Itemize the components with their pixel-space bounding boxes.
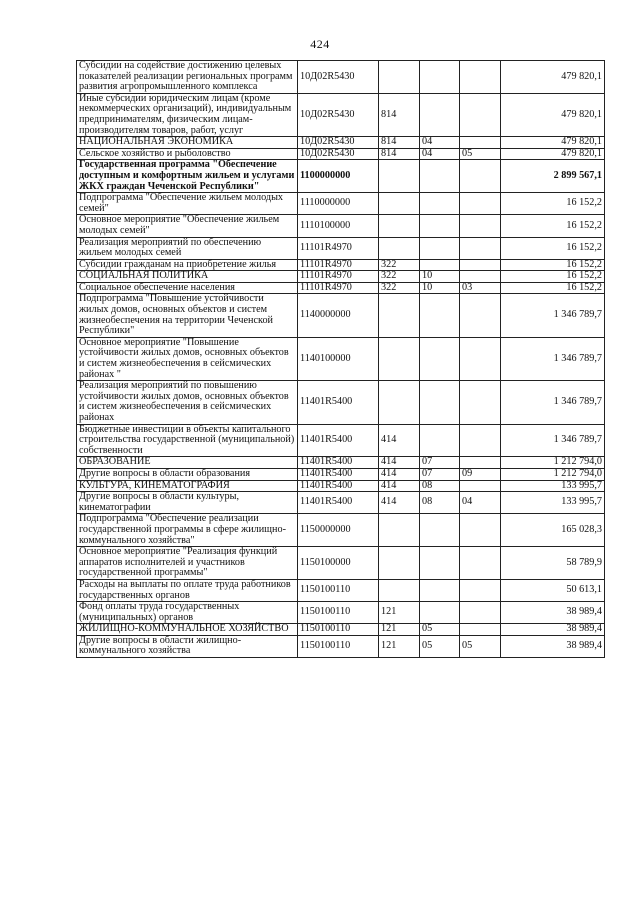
target-article-code-cell: 1110000000: [298, 193, 379, 215]
section-code-cell: 08: [420, 480, 460, 492]
subsection-code-cell: [460, 381, 501, 424]
target-article-code-cell: 1150000000: [298, 514, 379, 547]
row-name-cell: Расходы на выплаты по оплате труда работников государственных органов: [77, 579, 298, 601]
row-name-cell: НАЦИОНАЛЬНАЯ ЭКОНОМИКА: [77, 137, 298, 149]
expense-type-cell: 414: [379, 457, 420, 469]
target-article-code-cell: 1150100110: [298, 624, 379, 636]
section-code-cell: [420, 61, 460, 94]
subsection-code-cell: 09: [460, 468, 501, 480]
row-name-cell: КУЛЬТУРА, КИНЕМАТОГРАФИЯ: [77, 480, 298, 492]
section-code-cell: [420, 93, 460, 136]
amount-cell: 16 152,2: [501, 271, 605, 283]
amount-cell: 16 152,2: [501, 237, 605, 259]
amount-cell: 50 613,1: [501, 579, 605, 601]
row-name-cell: Субсидии на содействие достижению целевых показателей реализации региональных программ развития агропромышленного комплекса: [77, 61, 298, 94]
target-article-code-cell: 1150100110: [298, 579, 379, 601]
expense-type-cell: [379, 61, 420, 94]
target-article-code-cell: 11401R5400: [298, 424, 379, 457]
target-article-code-cell: 11101R4970: [298, 237, 379, 259]
target-article-code-cell: 10Д02R5430: [298, 137, 379, 149]
table-row: [77, 271, 605, 283]
expense-type-cell: 322: [379, 282, 420, 294]
expense-type-cell: 414: [379, 424, 420, 457]
amount-cell: 16 152,2: [501, 215, 605, 237]
expense-type-cell: [379, 547, 420, 580]
expense-type-cell: [379, 514, 420, 547]
subsection-code-cell: 04: [460, 492, 501, 514]
section-code-cell: 10: [420, 282, 460, 294]
amount-cell: 16 152,2: [501, 193, 605, 215]
table-row: [77, 148, 605, 160]
target-article-code-cell: 1140000000: [298, 294, 379, 337]
section-code-cell: 07: [420, 457, 460, 469]
amount-cell: 2 899 567,1: [501, 160, 605, 193]
amount-cell: 1 212 794,0: [501, 457, 605, 469]
subsection-code-cell: 05: [460, 635, 501, 657]
table-row: [77, 602, 605, 624]
amount-cell: 1 212 794,0: [501, 468, 605, 480]
section-code-cell: [420, 259, 460, 271]
section-code-cell: [420, 193, 460, 215]
subsection-code-cell: [460, 294, 501, 337]
subsection-code-cell: 03: [460, 282, 501, 294]
section-code-cell: 10: [420, 271, 460, 283]
subsection-code-cell: [460, 624, 501, 636]
amount-cell: 1 346 789,7: [501, 337, 605, 380]
table-row: [77, 93, 605, 136]
table-row: [77, 294, 605, 337]
amount-cell: 133 995,7: [501, 492, 605, 514]
row-name-cell: Реализация мероприятий по обеспечению жильем молодых семей: [77, 237, 298, 259]
row-name-cell: Основное мероприятие "Повышение устойчивости жилых домов, основных объектов и систем жизнеобеспечения в сейсмических районах ": [77, 337, 298, 380]
amount-cell: 133 995,7: [501, 480, 605, 492]
subsection-code-cell: [460, 259, 501, 271]
section-code-cell: 04: [420, 137, 460, 149]
section-code-cell: [420, 602, 460, 624]
amount-cell: 16 152,2: [501, 282, 605, 294]
target-article-code-cell: 11401R5400: [298, 381, 379, 424]
amount-cell: 1 346 789,7: [501, 424, 605, 457]
table-row: [77, 61, 605, 94]
amount-cell: 479 820,1: [501, 137, 605, 149]
row-name-cell: Субсидии гражданам на приобретение жилья: [77, 259, 298, 271]
subsection-code-cell: [460, 93, 501, 136]
section-code-cell: 08: [420, 492, 460, 514]
subsection-code-cell: [460, 457, 501, 469]
row-name-cell: Подпрограмма "Обеспечение жильем молодых семей": [77, 193, 298, 215]
page-number: 424: [310, 37, 330, 51]
subsection-code-cell: 05: [460, 148, 501, 160]
row-name-cell: Другие вопросы в области культуры, кинематографии: [77, 492, 298, 514]
section-code-cell: [420, 381, 460, 424]
expense-type-cell: [379, 381, 420, 424]
section-code-cell: [420, 237, 460, 259]
expense-type-cell: [379, 215, 420, 237]
subsection-code-cell: [460, 193, 501, 215]
expense-type-cell: 414: [379, 492, 420, 514]
expense-type-cell: 814: [379, 148, 420, 160]
subsection-code-cell: [460, 237, 501, 259]
amount-cell: 16 152,2: [501, 259, 605, 271]
subsection-code-cell: [460, 137, 501, 149]
table-row: [77, 282, 605, 294]
table-row: [77, 468, 605, 480]
section-code-cell: [420, 294, 460, 337]
table-row: [77, 337, 605, 380]
subsection-code-cell: [460, 61, 501, 94]
target-article-code-cell: 11101R4970: [298, 282, 379, 294]
amount-cell: 479 820,1: [501, 148, 605, 160]
table-row: [77, 579, 605, 601]
table-row: [77, 492, 605, 514]
expense-type-cell: 322: [379, 259, 420, 271]
row-name-cell: ЖИЛИЩНО-КОММУНАЛЬНОЕ ХОЗЯЙСТВО: [77, 624, 298, 636]
section-code-cell: [420, 424, 460, 457]
amount-cell: 38 989,4: [501, 624, 605, 636]
target-article-code-cell: 1110100000: [298, 215, 379, 237]
subsection-code-cell: [460, 602, 501, 624]
row-name-cell: СОЦИАЛЬНАЯ ПОЛИТИКА: [77, 271, 298, 283]
table-row: [77, 215, 605, 237]
section-code-cell: [420, 337, 460, 380]
row-name-cell: Реализация мероприятий по повышению устойчивости жилых домов, основных объектов и систем жизнеобеспечения в сейсмических районах: [77, 381, 298, 424]
expense-type-cell: [379, 294, 420, 337]
amount-cell: 38 989,4: [501, 602, 605, 624]
table-row: [77, 624, 605, 636]
expense-type-cell: [379, 193, 420, 215]
row-name-cell: Бюджетные инвестиции в объекты капитального строительства государственной (муниципальной) собственности: [77, 424, 298, 457]
target-article-code-cell: 10Д02R5430: [298, 93, 379, 136]
section-code-cell: 05: [420, 635, 460, 657]
expense-type-cell: 121: [379, 602, 420, 624]
subsection-code-cell: [460, 579, 501, 601]
row-name-cell: Социальное обеспечение населения: [77, 282, 298, 294]
expense-type-cell: 121: [379, 635, 420, 657]
expense-type-cell: [379, 160, 420, 193]
target-article-code-cell: 1150100000: [298, 547, 379, 580]
amount-cell: 479 820,1: [501, 93, 605, 136]
table-row: [77, 160, 605, 193]
expense-type-cell: [379, 337, 420, 380]
row-name-cell: Основное мероприятие "Обеспечение жильем молодых семей": [77, 215, 298, 237]
target-article-code-cell: 11101R4970: [298, 259, 379, 271]
target-article-code-cell: 1140100000: [298, 337, 379, 380]
expense-type-cell: 814: [379, 137, 420, 149]
target-article-code-cell: 11401R5400: [298, 468, 379, 480]
section-code-cell: 05: [420, 624, 460, 636]
budget-table-body: [77, 61, 605, 658]
target-article-code-cell: 1150100110: [298, 635, 379, 657]
row-name-cell: Основное мероприятие "Реализация функций аппаратов исполнителей и участников государственной программы": [77, 547, 298, 580]
table-row: [77, 547, 605, 580]
target-article-code-cell: 11101R4970: [298, 271, 379, 283]
target-article-code-cell: 11401R5400: [298, 492, 379, 514]
target-article-code-cell: 1150100110: [298, 602, 379, 624]
table-row: [77, 480, 605, 492]
expense-type-cell: 121: [379, 624, 420, 636]
subsection-code-cell: [460, 547, 501, 580]
target-article-code-cell: 11401R5400: [298, 480, 379, 492]
row-name-cell: Подпрограмма "Повышение устойчивости жилых домов, основных объектов и систем жизнеобеспечения на территории Чеченской Республики": [77, 294, 298, 337]
table-row: [77, 381, 605, 424]
row-name-cell: Другие вопросы в области жилищно-коммунального хозяйства: [77, 635, 298, 657]
table-row: [77, 237, 605, 259]
section-code-cell: [420, 579, 460, 601]
subsection-code-cell: [460, 480, 501, 492]
table-row: [77, 457, 605, 469]
subsection-code-cell: [460, 160, 501, 193]
section-code-cell: 07: [420, 468, 460, 480]
subsection-code-cell: [460, 424, 501, 457]
row-name-cell: Иные субсидии юридическим лицам (кроме некоммерческих организаций), индивидуальным предпринимателям, физическим лицам-производителям товаров, работ, услуг: [77, 93, 298, 136]
subsection-code-cell: [460, 337, 501, 380]
table-row: [77, 137, 605, 149]
row-name-cell: ОБРАЗОВАНИЕ: [77, 457, 298, 469]
row-name-cell: Подпрограмма "Обеспечение реализации государственной программы в сфере жилищно-коммунального хозяйства": [77, 514, 298, 547]
target-article-code-cell: 1100000000: [298, 160, 379, 193]
subsection-code-cell: [460, 215, 501, 237]
budget-table: [76, 60, 605, 658]
table-row: [77, 193, 605, 215]
row-name-cell: Сельское хозяйство и рыболовство: [77, 148, 298, 160]
section-code-cell: 04: [420, 148, 460, 160]
amount-cell: 1 346 789,7: [501, 294, 605, 337]
table-row: [77, 424, 605, 457]
expense-type-cell: 814: [379, 93, 420, 136]
row-name-cell: Другие вопросы в области образования: [77, 468, 298, 480]
table-row: [77, 259, 605, 271]
row-name-cell: Фонд оплаты труда государственных (муниципальных) органов: [77, 602, 298, 624]
expense-type-cell: 414: [379, 468, 420, 480]
table-row: [77, 635, 605, 657]
amount-cell: 58 789,9: [501, 547, 605, 580]
amount-cell: 165 028,3: [501, 514, 605, 547]
target-article-code-cell: 10Д02R5430: [298, 61, 379, 94]
section-code-cell: [420, 160, 460, 193]
amount-cell: 1 346 789,7: [501, 381, 605, 424]
expense-type-cell: 414: [379, 480, 420, 492]
amount-cell: 38 989,4: [501, 635, 605, 657]
row-name-cell: Государственная программа "Обеспечение доступным и комфортным жильем и услугами ЖКХ граждан Чеченской Республики": [77, 160, 298, 193]
expense-type-cell: 322: [379, 271, 420, 283]
target-article-code-cell: 11401R5400: [298, 457, 379, 469]
amount-cell: 479 820,1: [501, 61, 605, 94]
section-code-cell: [420, 215, 460, 237]
target-article-code-cell: 10Д02R5430: [298, 148, 379, 160]
table-row: [77, 514, 605, 547]
section-code-cell: [420, 547, 460, 580]
subsection-code-cell: [460, 514, 501, 547]
section-code-cell: [420, 514, 460, 547]
expense-type-cell: [379, 579, 420, 601]
subsection-code-cell: [460, 271, 501, 283]
expense-type-cell: [379, 237, 420, 259]
